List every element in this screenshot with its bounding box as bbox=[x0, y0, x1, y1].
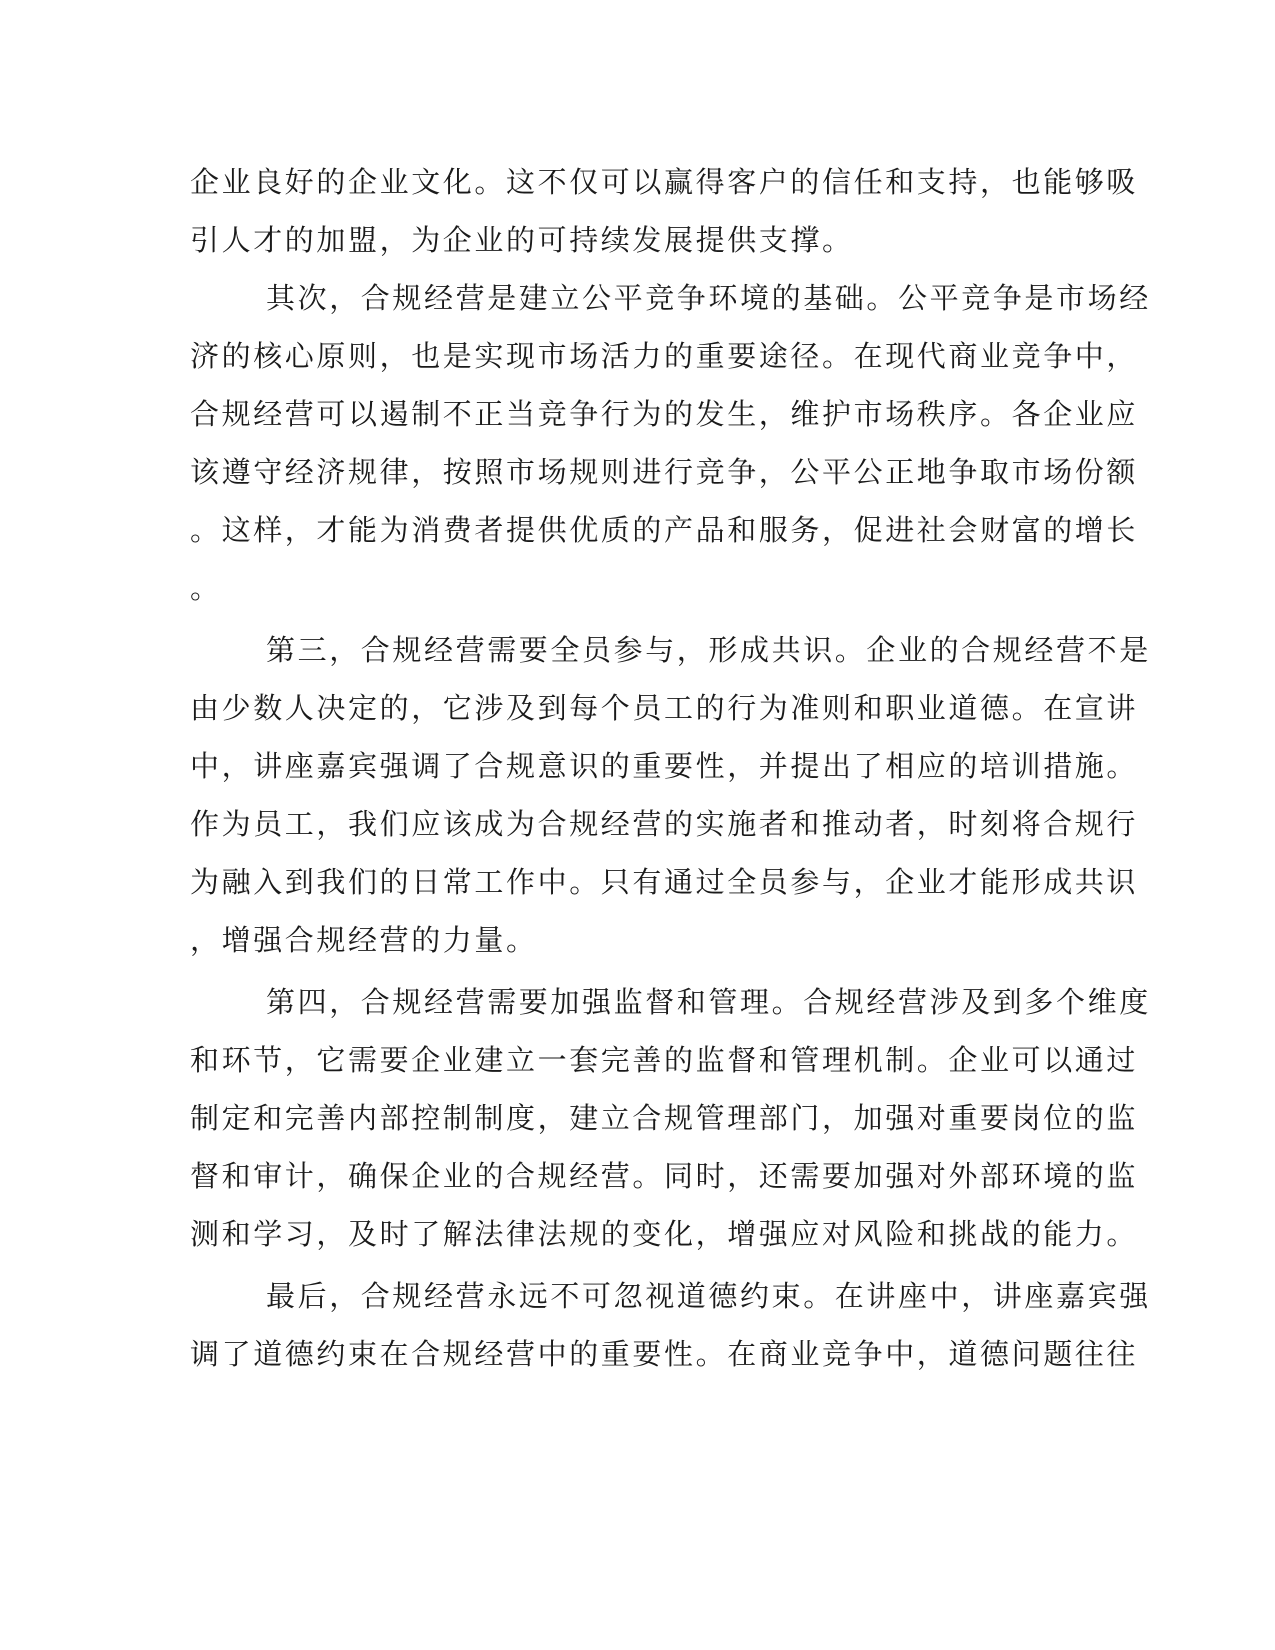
paragraph-start-line: 其次，合规经营是建立公平竞争环境的基础。公平竞争是市场经 bbox=[266, 281, 1151, 315]
text-line: 合规经营可以遏制不正当竞争行为的发生，维护市场秩序。各企业应 bbox=[190, 397, 1139, 431]
text-line: 调了道德约束在合规经营中的重要性。在商业竞争中，道德问题往往 bbox=[190, 1337, 1139, 1371]
text-line: 制定和完善内部控制制度，建立合规管理部门，加强对重要岗位的监 bbox=[190, 1101, 1139, 1135]
paragraph-start-line: 最后，合规经营永远不可忽视道德约束。在讲座中，讲座嘉宾强 bbox=[266, 1279, 1151, 1313]
text-line: 企业良好的企业文化。这不仅可以赢得客户的信任和支持，也能够吸 bbox=[190, 165, 1139, 199]
text-line: 中，讲座嘉宾强调了合规意识的重要性，并提出了相应的培训措施。 bbox=[190, 749, 1139, 783]
text-line: 由少数人决定的，它涉及到每个员工的行为准则和职业道德。在宣讲 bbox=[190, 691, 1139, 725]
text-line: 引人才的加盟，为企业的可持续发展提供支撑。 bbox=[190, 223, 854, 257]
text-line: 督和审计，确保企业的合规经营。同时，还需要加强对外部环境的监 bbox=[190, 1159, 1139, 1193]
text-line: 作为员工，我们应该成为合规经营的实施者和推动者，时刻将合规行 bbox=[190, 807, 1139, 841]
text-line: 和环节，它需要企业建立一套完善的监督和管理机制。企业可以通过 bbox=[190, 1043, 1139, 1077]
paragraph-start-line: 第三，合规经营需要全员参与，形成共识。企业的合规经营不是 bbox=[266, 633, 1151, 667]
text-line: 测和学习，及时了解法律法规的变化，增强应对风险和挑战的能力。 bbox=[190, 1217, 1139, 1251]
text-line: 。这样，才能为消费者提供优质的产品和服务，促进社会财富的增长 bbox=[190, 513, 1139, 547]
text-line: 该遵守经济规律，按照市场规则进行竞争，公平公正地争取市场份额 bbox=[190, 455, 1139, 489]
paragraph-start-line: 第四，合规经营需要加强监督和管理。合规经营涉及到多个维度 bbox=[266, 985, 1151, 1019]
text-line: ，增强合规经营的力量。 bbox=[190, 923, 538, 957]
text-line: 济的核心原则，也是实现市场活力的重要途径。在现代商业竞争中， bbox=[190, 339, 1139, 373]
text-line: 。 bbox=[190, 571, 222, 605]
text-line: 为融入到我们的日常工作中。只有通过全员参与，企业才能形成共识 bbox=[190, 865, 1139, 899]
